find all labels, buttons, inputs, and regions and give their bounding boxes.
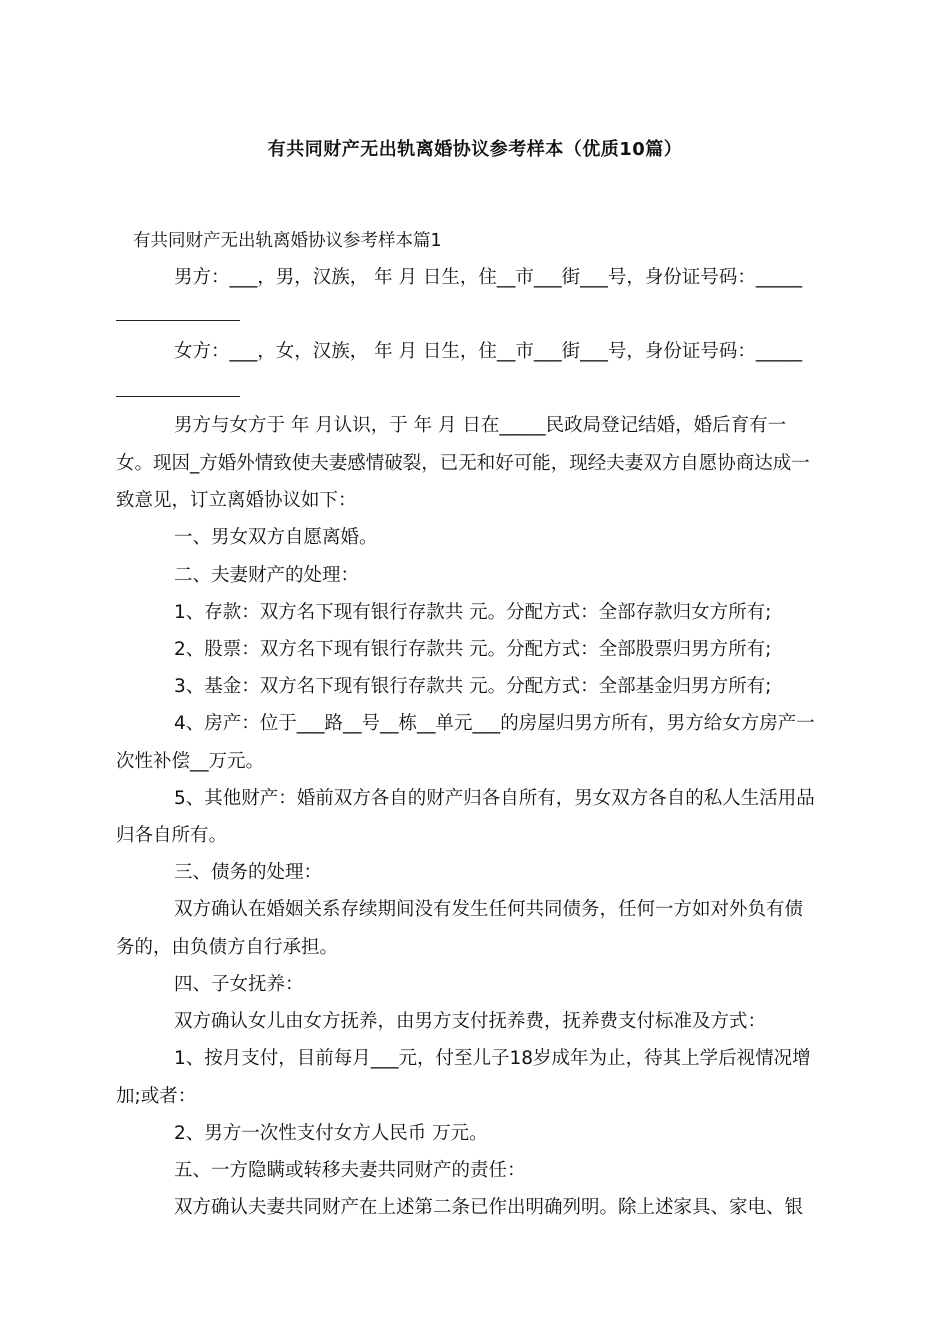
paragraph-line: 4、房产：位于___路__号__栋__单元___的房屋归男方所有，男方给女方房产一 (174, 713, 815, 734)
paragraph-line: 务的，由负债方自行承担。 (116, 937, 339, 958)
paragraph-line: 五、一方隐瞒或转移夫妻共同财产的责任： (174, 1160, 526, 1181)
paragraph-line: 一、男女双方自愿离婚。 (174, 527, 378, 548)
paragraph-line: 女。现因_方婚外情致使夫妻感情破裂，已无和好可能，现经夫妻双方自愿协商达成一 (116, 453, 810, 474)
paragraph-line: 3、基金：双方名下现有银行存款共 元。分配方式：全部基金归男方所有; (174, 676, 772, 697)
document-title: 有共同财产无出轨离婚协议参考样本（优质10篇） (267, 139, 683, 160)
paragraph-line: 致意见，订立离婚协议如下： (116, 490, 357, 511)
paragraph-line: 2、男方一次性支付女方人民币 万元。 (174, 1123, 488, 1144)
paragraph-line: 1、按月支付，目前每月___元，付至儿子18岁成年为止，待其上学后视情况增 (174, 1048, 811, 1069)
paragraph-line: 男方与女方于 年 月认识，于 年 月 日在_____民政局登记结婚，婚后育有一 (174, 415, 787, 436)
paragraph-line: 三、债务的处理： (174, 862, 323, 883)
paragraph-line: 1、存款：双方名下现有银行存款共 元。分配方式：全部存款归女方所有; (174, 602, 772, 623)
paragraph-line: 二、夫妻财产的处理： (174, 565, 360, 586)
paragraph-line: 四、子女抚养： (174, 974, 304, 995)
section-heading: 有共同财产无出轨离婚协议参考样本篇1 (133, 231, 442, 251)
paragraph-line: 次性补偿__万元。 (116, 751, 265, 772)
paragraph-line: 5、其他财产：婚前双方各自的财产归各自所有，男女双方各自的私人生活用品 (174, 788, 815, 809)
blank-underline (116, 396, 240, 397)
paragraph-line: 女方：___，女，汉族， 年 月 日生，住__市___街___号，身份证号码：_____ (174, 341, 803, 362)
paragraph-line: 归各自所有。 (116, 825, 228, 846)
paragraph-line: 双方确认在婚姻关系存续期间没有发生任何共同债务，任何一方如对外负有债 (174, 899, 804, 920)
paragraph-line: 加;或者： (116, 1086, 197, 1107)
paragraph-line: 男方：___，男，汉族， 年 月 日生，住__市___街___号，身份证号码：_____ (174, 267, 803, 288)
paragraph-line: 双方确认女儿由女方抚养，由男方支付抚养费，抚养费支付标准及方式： (174, 1011, 767, 1032)
blank-underline (116, 320, 240, 321)
paragraph-line: 双方确认夫妻共同财产在上述第二条已作出明确列明。除上述家具、家电、银 (174, 1197, 804, 1218)
paragraph-line: 2、股票：双方名下现有银行存款共 元。分配方式：全部股票归男方所有; (174, 639, 772, 660)
